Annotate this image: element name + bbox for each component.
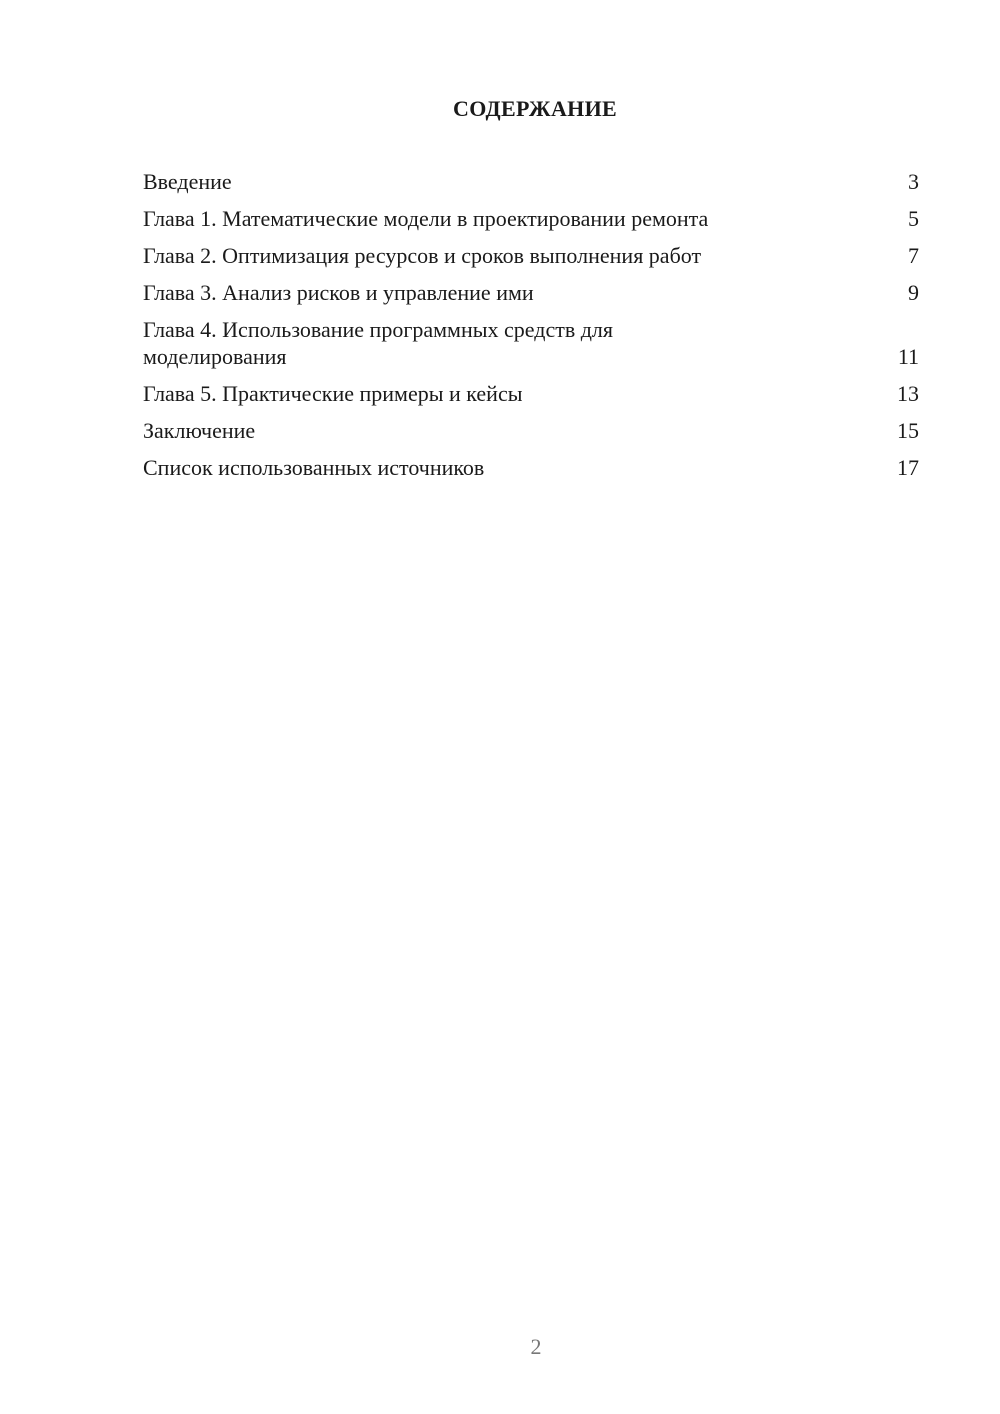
toc-entry-label: Глава 3. Анализ рисков и управление ими bbox=[143, 280, 534, 305]
toc-entry bbox=[143, 454, 919, 481]
toc-entry-label: Глава 5. Практические примеры и кейсы bbox=[143, 381, 523, 406]
toc-entry-label: Список использованных источников bbox=[143, 455, 485, 480]
toc-entry bbox=[143, 380, 919, 407]
page-title: СОДЕРЖАНИЕ bbox=[453, 96, 617, 121]
toc-entry bbox=[143, 316, 919, 370]
toc-entry-label: Заключение bbox=[143, 418, 256, 443]
toc-entry bbox=[143, 205, 919, 232]
toc-entry-label: Глава 2. Оптимизация ресурсов и сроков выполнения работ bbox=[143, 243, 702, 268]
toc-entry-label: Глава 4. Использование программных средств для моделирования bbox=[143, 317, 614, 369]
toc-entry-page: 13 bbox=[897, 381, 919, 406]
toc-entry-page: 3 bbox=[908, 169, 919, 194]
toc-entry-page: 9 bbox=[908, 280, 919, 305]
toc-entry-page: 15 bbox=[897, 418, 919, 443]
table-of-contents bbox=[143, 168, 919, 491]
toc-entry bbox=[143, 417, 919, 444]
toc-entry-label: Введение bbox=[143, 169, 232, 194]
toc-entry bbox=[143, 168, 919, 195]
page-number: 2 bbox=[530, 1334, 542, 1359]
toc-entry-page: 7 bbox=[908, 243, 919, 268]
toc-entry-label: Глава 1. Математические модели в проектировании ремонта bbox=[143, 206, 709, 231]
toc-entry-page: 5 bbox=[908, 206, 919, 231]
toc-entry bbox=[143, 242, 919, 269]
toc-entry bbox=[143, 279, 919, 306]
toc-entry-page: 11 bbox=[897, 344, 919, 369]
toc-entry-page: 17 bbox=[897, 455, 919, 480]
